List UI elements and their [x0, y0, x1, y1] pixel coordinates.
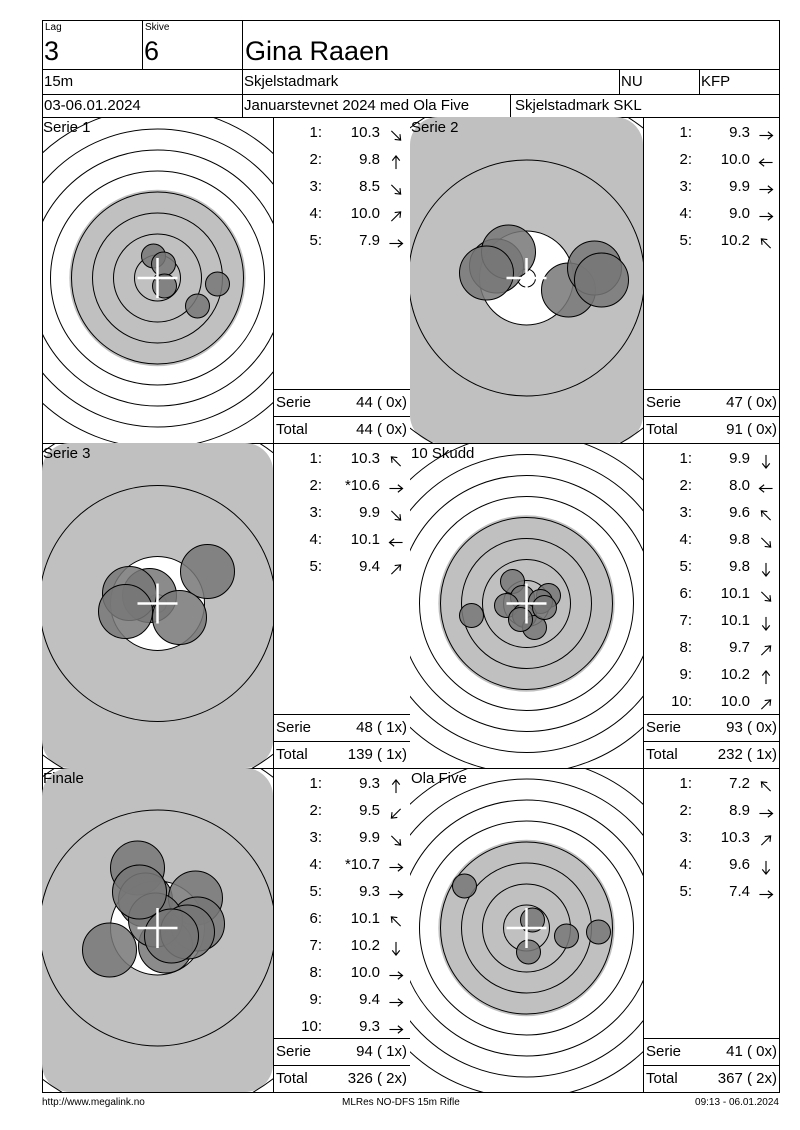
shot-score: 10.1	[720, 612, 750, 629]
shot-number: 4:	[679, 205, 692, 222]
serie-score-value: 44 ( 0x)	[356, 394, 407, 411]
serie-score-label: Serie	[276, 719, 312, 736]
shot-row	[643, 797, 780, 824]
shot-row	[273, 986, 410, 1013]
shot-score: *10.6	[344, 477, 380, 494]
lag-label: Lag	[45, 22, 62, 33]
shot-score: 9.8	[729, 558, 750, 575]
lag-value: 3	[44, 36, 60, 66]
direction-arrow-icon	[756, 667, 776, 682]
direction-arrow-icon	[756, 613, 776, 628]
date: 03-06.01.2024	[44, 97, 141, 114]
shot-row	[273, 445, 410, 472]
shot-row	[273, 959, 410, 986]
shot-score: 8.9	[729, 802, 750, 819]
shot-row	[643, 173, 780, 200]
class-code: NU	[621, 73, 643, 90]
shooter-name: Gina Raaen	[245, 36, 390, 66]
total-score-label: Total	[646, 421, 678, 438]
direction-arrow-icon	[386, 1019, 406, 1034]
shot-score: 7.4	[729, 883, 750, 900]
shot-number: 4:	[309, 205, 322, 222]
shot-row	[643, 661, 780, 688]
shot-hole	[453, 874, 477, 898]
shot-row	[273, 499, 410, 526]
shot-number: 1:	[309, 124, 322, 141]
total-score	[273, 1066, 410, 1092]
shot-row	[273, 1013, 410, 1040]
direction-arrow-icon	[386, 152, 406, 167]
shot-number: 6:	[679, 585, 692, 602]
direction-arrow-icon	[386, 505, 406, 520]
shot-score: 9.8	[359, 151, 380, 168]
shot-hole	[509, 608, 533, 632]
shot-row	[273, 797, 410, 824]
direction-arrow-icon	[386, 532, 406, 547]
shot-row	[643, 580, 780, 607]
direction-arrow-icon	[386, 478, 406, 493]
direction-arrow-icon	[386, 911, 406, 926]
shot-number: 1:	[679, 775, 692, 792]
direction-arrow-icon	[756, 532, 776, 547]
shot-number: 5:	[679, 558, 692, 575]
target-5	[42, 768, 273, 1092]
shot-number: 4:	[679, 856, 692, 873]
shot-row	[643, 445, 780, 472]
serie-score	[273, 1039, 410, 1065]
total-score	[273, 742, 410, 768]
target-6	[410, 768, 643, 1092]
shot-score: 9.9	[359, 829, 380, 846]
shot-row	[643, 878, 780, 905]
direction-arrow-icon	[756, 152, 776, 167]
shot-score: 10.1	[350, 531, 380, 548]
shot-number: 3:	[309, 178, 322, 195]
shot-row	[273, 472, 410, 499]
shot-score: 9.3	[359, 883, 380, 900]
shot-hole	[555, 924, 579, 948]
shot-hole	[533, 596, 557, 620]
shot-number: 2:	[309, 477, 322, 494]
direction-arrow-icon	[386, 938, 406, 953]
shot-score: 9.5	[359, 802, 380, 819]
total-score-label: Total	[276, 421, 308, 438]
direction-arrow-icon	[756, 830, 776, 845]
total-score-label: Total	[276, 746, 308, 763]
serie-score-value: 48 ( 1x)	[356, 719, 407, 736]
total-score	[643, 742, 780, 768]
footer-system: MLRes NO-DFS 15m Rifle	[342, 1097, 460, 1108]
panel-title: Serie 3	[43, 445, 91, 462]
shot-row	[273, 200, 410, 227]
shot-row	[273, 553, 410, 580]
shot-score: 10.0	[720, 693, 750, 710]
direction-arrow-icon	[386, 179, 406, 194]
total-score	[273, 417, 410, 443]
shot-number: 2:	[309, 151, 322, 168]
shot-score: 10.1	[350, 910, 380, 927]
target-4	[410, 443, 643, 768]
direction-arrow-icon	[756, 206, 776, 221]
shot-score: 10.2	[350, 937, 380, 954]
shot-score: 10.3	[350, 124, 380, 141]
shot-score: 8.5	[359, 178, 380, 195]
shot-score: 9.7	[729, 639, 750, 656]
shot-hole	[152, 252, 176, 276]
total-score-label: Total	[646, 746, 678, 763]
direction-arrow-icon	[756, 559, 776, 574]
shot-number: 10:	[671, 693, 692, 710]
shot-row	[273, 824, 410, 851]
footer-timestamp: 09:13 - 06.01.2024	[695, 1097, 779, 1108]
shot-hole	[153, 591, 207, 645]
shot-number: 10:	[301, 1018, 322, 1035]
direction-arrow-icon	[386, 857, 406, 872]
total-score-value: 326 ( 2x)	[347, 1070, 407, 1087]
shot-number: 2:	[679, 151, 692, 168]
shot-hole	[99, 585, 153, 639]
shot-score: 8.0	[729, 477, 750, 494]
direction-arrow-icon	[386, 206, 406, 221]
shot-hole	[186, 294, 210, 318]
serie-score	[643, 1039, 780, 1065]
shot-number: 2:	[309, 802, 322, 819]
host-club: Skjelstadmark SKL	[515, 97, 642, 114]
direction-arrow-icon	[386, 803, 406, 818]
shot-score: 7.2	[729, 775, 750, 792]
shot-score: 9.9	[729, 178, 750, 195]
serie-score-label: Serie	[646, 394, 682, 411]
shot-number: 4:	[309, 856, 322, 873]
shot-score: *10.7	[344, 856, 380, 873]
shot-number: 2:	[679, 802, 692, 819]
serie-score	[273, 715, 410, 741]
shot-number: 5:	[679, 232, 692, 249]
shot-score: 9.3	[359, 1018, 380, 1035]
shot-number: 4:	[309, 531, 322, 548]
direction-arrow-icon	[756, 179, 776, 194]
direction-arrow-icon	[756, 640, 776, 655]
shot-score: 10.2	[720, 666, 750, 683]
shot-hole	[206, 272, 230, 296]
shot-row	[273, 173, 410, 200]
shot-score: 10.3	[720, 829, 750, 846]
direction-arrow-icon	[386, 965, 406, 980]
serie-score-label: Serie	[646, 719, 682, 736]
shot-number: 1:	[679, 450, 692, 467]
shot-row	[643, 851, 780, 878]
shot-score: 10.0	[350, 964, 380, 981]
skive-label: Skive	[145, 22, 170, 33]
shot-row	[273, 932, 410, 959]
shot-row	[643, 553, 780, 580]
shot-score: 10.0	[720, 151, 750, 168]
shot-number: 9:	[679, 666, 692, 683]
total-score-label: Total	[276, 1070, 308, 1087]
shot-row	[643, 607, 780, 634]
shot-row	[643, 146, 780, 173]
shot-score: 10.0	[350, 205, 380, 222]
direction-arrow-icon	[386, 884, 406, 899]
shot-row	[643, 119, 780, 146]
shot-number: 1:	[309, 775, 322, 792]
direction-arrow-icon	[756, 857, 776, 872]
direction-arrow-icon	[386, 776, 406, 791]
shot-number: 3:	[679, 178, 692, 195]
shot-score: 7.9	[359, 232, 380, 249]
shot-score: 9.4	[359, 991, 380, 1008]
target-2	[410, 117, 643, 443]
event-name: Januarstevnet 2024 med Ola Five	[244, 97, 470, 114]
serie-score-label: Serie	[276, 1043, 312, 1060]
panel-title: Serie 1	[43, 119, 91, 136]
total-score-label: Total	[646, 1070, 678, 1087]
shot-hole	[575, 253, 629, 307]
shot-row	[273, 526, 410, 553]
shot-number: 3:	[679, 504, 692, 521]
shot-number: 2:	[679, 477, 692, 494]
total-score	[643, 1066, 780, 1092]
shot-score: 9.3	[359, 775, 380, 792]
shot-row	[643, 472, 780, 499]
shot-row	[273, 227, 410, 254]
shot-score: 9.6	[729, 504, 750, 521]
direction-arrow-icon	[386, 830, 406, 845]
serie-score	[643, 390, 780, 416]
direction-arrow-icon	[386, 451, 406, 466]
shot-row	[273, 851, 410, 878]
shot-score: 9.9	[729, 450, 750, 467]
distance: 15m	[44, 73, 74, 90]
direction-arrow-icon	[756, 694, 776, 709]
shot-number: 3:	[679, 829, 692, 846]
club: Skjelstadmark	[244, 73, 339, 90]
total-score-value: 367 ( 2x)	[717, 1070, 777, 1087]
org-code: KFP	[701, 73, 731, 90]
total-score-value: 91 ( 0x)	[726, 421, 777, 438]
direction-arrow-icon	[756, 233, 776, 248]
shot-row	[273, 905, 410, 932]
shot-number: 5:	[679, 883, 692, 900]
shot-number: 3:	[309, 504, 322, 521]
direction-arrow-icon	[756, 776, 776, 791]
direction-arrow-icon	[756, 884, 776, 899]
shot-row	[643, 227, 780, 254]
serie-score-value: 41 ( 0x)	[726, 1043, 777, 1060]
shot-hole	[517, 940, 541, 964]
serie-score	[643, 715, 780, 741]
skive-value: 6	[144, 36, 160, 66]
shot-hole	[145, 909, 199, 963]
direction-arrow-icon	[756, 803, 776, 818]
shot-number: 9:	[309, 991, 322, 1008]
serie-score-value: 47 ( 0x)	[726, 394, 777, 411]
panel-title: Finale	[43, 770, 84, 787]
shot-row	[643, 688, 780, 715]
direction-arrow-icon	[756, 505, 776, 520]
shot-row	[273, 146, 410, 173]
direction-arrow-icon	[756, 478, 776, 493]
shot-score: 9.3	[729, 124, 750, 141]
shot-number: 1:	[309, 450, 322, 467]
total-score-value: 232 ( 1x)	[717, 746, 777, 763]
shot-number: 7:	[679, 612, 692, 629]
serie-score-label: Serie	[276, 394, 312, 411]
shot-hole	[587, 920, 611, 944]
shot-number: 8:	[309, 964, 322, 981]
total-score-value: 44 ( 0x)	[356, 421, 407, 438]
shot-hole	[460, 604, 484, 628]
panel-title: Ola Five	[411, 770, 467, 787]
shot-number: 5:	[309, 232, 322, 249]
total-score-value: 139 ( 1x)	[347, 746, 407, 763]
serie-score-label: Serie	[646, 1043, 682, 1060]
shot-number: 3:	[309, 829, 322, 846]
shot-number: 1:	[679, 124, 692, 141]
shot-score: 9.4	[359, 558, 380, 575]
shot-score: 10.2	[720, 232, 750, 249]
shot-number: 4:	[679, 531, 692, 548]
target-1	[42, 117, 273, 443]
panel-title: 10 Skudd	[411, 445, 475, 462]
shot-score: 10.3	[350, 450, 380, 467]
shot-score: 9.6	[729, 856, 750, 873]
direction-arrow-icon	[386, 992, 406, 1007]
direction-arrow-icon	[386, 233, 406, 248]
direction-arrow-icon	[756, 586, 776, 601]
direction-arrow-icon	[756, 451, 776, 466]
shot-row	[643, 770, 780, 797]
shot-score: 9.0	[729, 205, 750, 222]
shot-number: 5:	[309, 883, 322, 900]
shot-score: 9.9	[359, 504, 380, 521]
serie-score-value: 94 ( 1x)	[356, 1043, 407, 1060]
shot-row	[643, 634, 780, 661]
shot-row	[643, 526, 780, 553]
shot-score: 9.8	[729, 531, 750, 548]
direction-arrow-icon	[386, 559, 406, 574]
shot-row	[273, 119, 410, 146]
direction-arrow-icon	[756, 125, 776, 140]
shot-number: 7:	[309, 937, 322, 954]
shot-row	[273, 770, 410, 797]
serie-score-value: 93 ( 0x)	[726, 719, 777, 736]
serie-score	[273, 390, 410, 416]
shot-hole	[83, 923, 137, 977]
direction-arrow-icon	[386, 125, 406, 140]
footer-url: http://www.megalink.no	[42, 1097, 145, 1108]
panel-title: Serie 2	[411, 119, 459, 136]
shot-number: 6:	[309, 910, 322, 927]
total-score	[643, 417, 780, 443]
shot-row	[273, 878, 410, 905]
shot-row	[643, 200, 780, 227]
shot-hole	[181, 545, 235, 599]
shot-score: 10.1	[720, 585, 750, 602]
shot-hole	[460, 246, 514, 300]
shot-number: 8:	[679, 639, 692, 656]
shot-number: 5:	[309, 558, 322, 575]
target-3	[42, 443, 273, 768]
shot-row	[643, 499, 780, 526]
shot-row	[643, 824, 780, 851]
